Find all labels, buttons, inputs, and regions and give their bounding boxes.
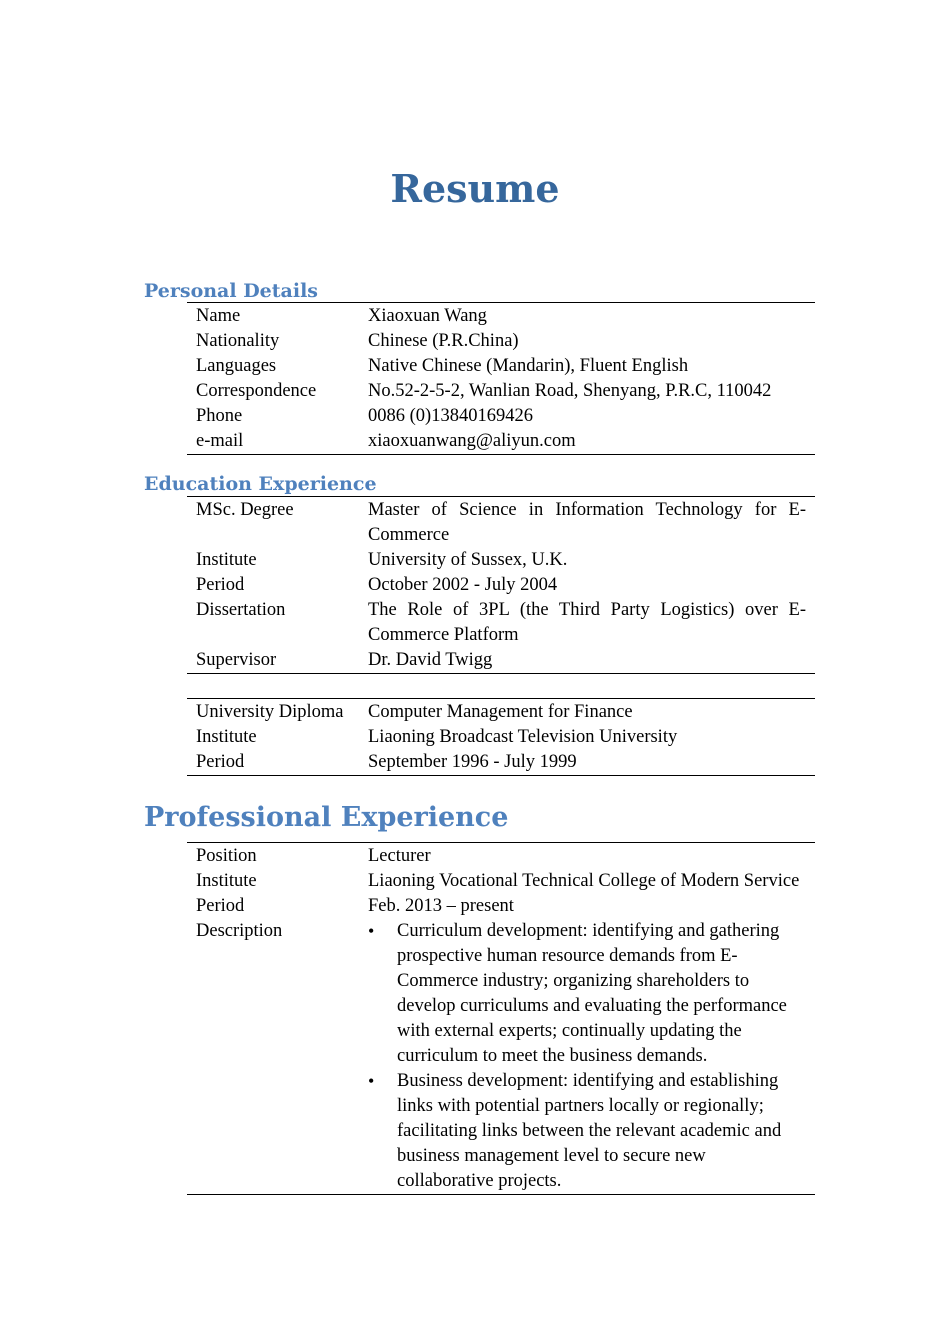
table-row [187, 497, 815, 549]
row-label: Description [196, 921, 283, 941]
table-row [187, 354, 815, 379]
row-label: Name [196, 306, 241, 326]
list-item [368, 919, 806, 1069]
table-row [187, 750, 815, 776]
table-row [187, 843, 815, 870]
row-label: e-mail [196, 431, 244, 451]
list-item-text: Curriculum development: identifying and gathering prospective human resource demands from E-Commerce industry; organizing shareholders to develop curriculums and evaluating the performance with external experts; continually updating the curriculum to meet the business demands. [397, 921, 787, 1066]
table-row [187, 725, 815, 750]
table-row [187, 648, 815, 674]
description-list [368, 919, 806, 1194]
row-label: Dissertation [196, 600, 286, 620]
row-value: Dr. David Twigg [368, 650, 493, 670]
row-label: Position [196, 846, 257, 866]
professional-experience-heading: Professional Experience [144, 802, 509, 833]
table-row [187, 598, 815, 648]
table-row [187, 379, 815, 404]
table-row [187, 573, 815, 598]
row-value: Lecturer [368, 846, 431, 866]
table-row [187, 919, 815, 1195]
personal-details-heading: Personal Details [144, 280, 318, 302]
row-label: Supervisor [196, 650, 277, 670]
personal-details-table [187, 302, 815, 455]
table-row [187, 329, 815, 354]
row-label: Institute [196, 727, 257, 747]
education-experience-heading: Education Experience [144, 473, 377, 495]
row-label: Period [196, 896, 245, 916]
row-label: Institute [196, 871, 257, 891]
row-value: The Role of 3PL (the Third Party Logistics) over E-Commerce Platform [368, 600, 806, 645]
row-label: University Diploma [196, 702, 344, 722]
table-row [187, 894, 815, 919]
professional-experience-table [187, 842, 815, 1195]
list-item [368, 1069, 806, 1194]
email-value: xiaoxuanwang@aliyun.com [368, 431, 576, 451]
table-row [187, 869, 815, 894]
row-label: Period [196, 575, 245, 595]
row-value: Master of Science in Information Technology for E-Commerce [368, 500, 806, 545]
description-value [368, 919, 815, 1195]
row-value: Liaoning Broadcast Television University [368, 727, 678, 747]
table-row [187, 699, 815, 726]
msc-degree-table [187, 496, 815, 674]
row-value: Feb. 2013 – present [368, 896, 514, 916]
row-label: Nationality [196, 331, 280, 351]
row-value: September 1996 - July 1999 [368, 752, 577, 772]
list-item-text: Business development: identifying and establishing links with potential partners locally or regionally; facilitating links between the relevant academic and business management level to secure new collaborative projects. [397, 1071, 782, 1191]
university-diploma-table [187, 698, 815, 776]
row-value: Computer Management for Finance [368, 702, 633, 722]
row-value: Xiaoxuan Wang [368, 306, 487, 326]
row-label: Correspondence [196, 381, 317, 401]
page-title: Resume [390, 166, 560, 211]
row-value: 0086 (0)13840169426 [368, 406, 533, 426]
table-row [187, 404, 815, 429]
bullet-icon: • [368, 921, 375, 941]
row-value: Native Chinese (Mandarin), Fluent English [368, 356, 689, 376]
row-value: No.52-2-5-2, Wanlian Road, Shenyang, P.R.C, 110042 [368, 381, 772, 401]
row-label: Phone [196, 406, 243, 426]
bullet-icon: • [368, 1071, 375, 1091]
row-label: Institute [196, 550, 257, 570]
row-label: MSc. Degree [196, 500, 294, 520]
row-value: Liaoning Vocational Technical College of Modern Service [368, 871, 800, 891]
table-row [187, 303, 815, 330]
row-label: Period [196, 752, 245, 772]
row-value: Chinese (P.R.China) [368, 331, 519, 351]
row-label: Languages [196, 356, 277, 376]
row-value: October 2002 - July 2004 [368, 575, 558, 595]
table-row [187, 548, 815, 573]
table-row [187, 429, 815, 455]
row-value: University of Sussex, U.K. [368, 550, 568, 570]
